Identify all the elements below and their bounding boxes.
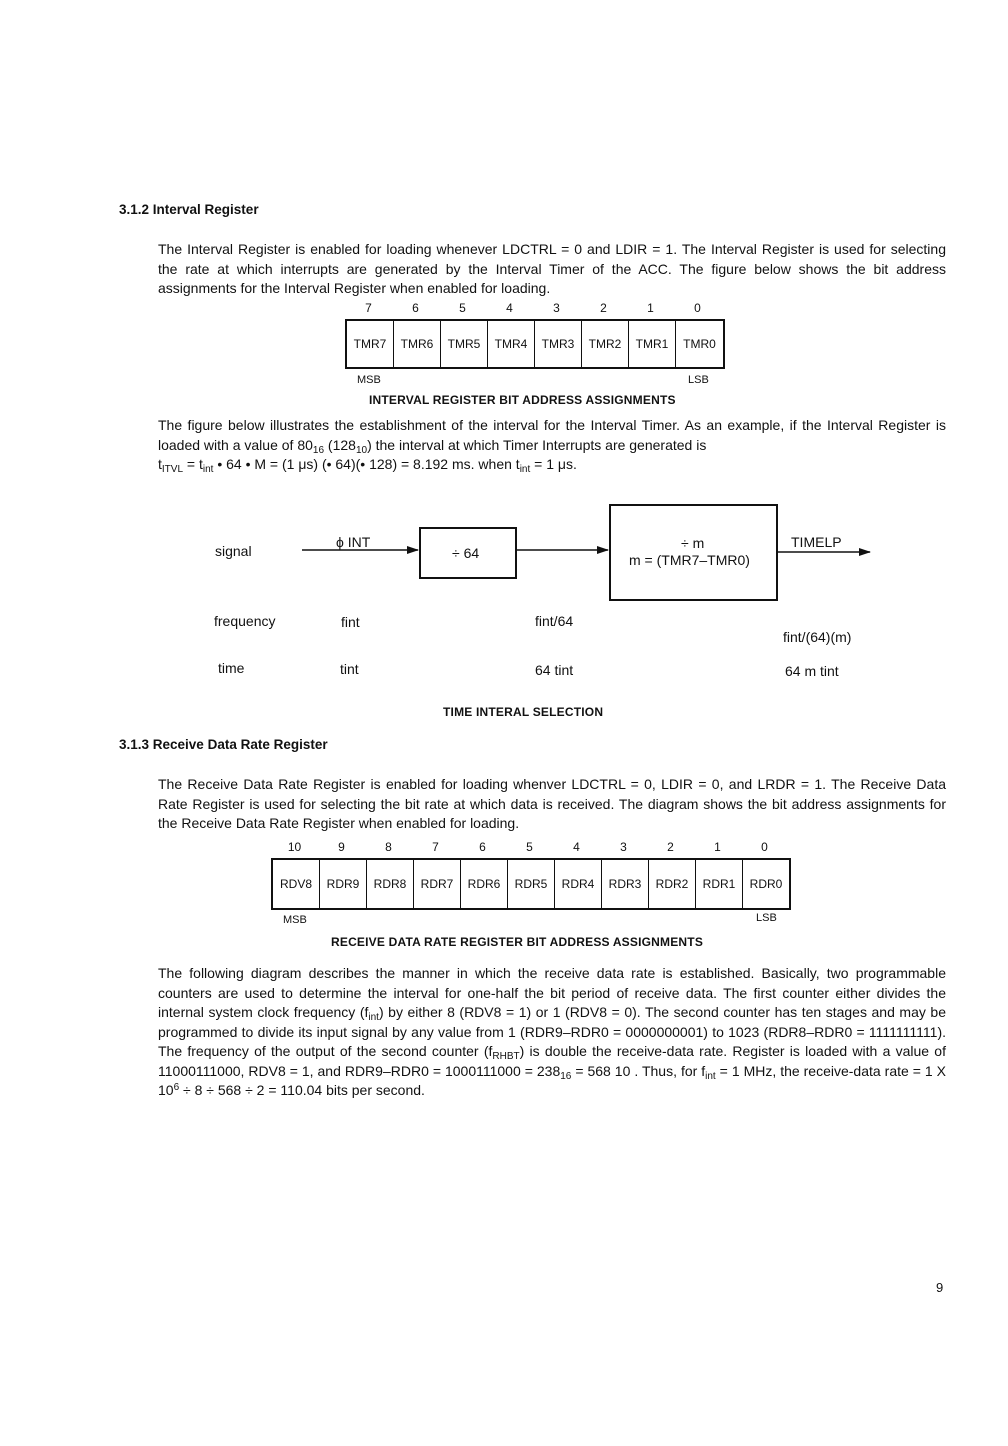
bit-number: 4 <box>506 301 513 315</box>
signal-row-label: signal <box>215 543 252 559</box>
frequency-fint: fint <box>341 614 360 630</box>
register-cell: RDR8 <box>367 860 414 908</box>
subscript: 10 <box>355 444 368 456</box>
register-cell: RDV8 <box>273 860 320 908</box>
text-run: ) the interval at which Timer Interrupts are generated is <box>367 436 707 453</box>
phi-int-label: ϕ INT <box>336 534 371 550</box>
receive-data-rate-register-diagram <box>271 858 791 910</box>
time-row-label: time <box>218 660 245 676</box>
receive-rate-explanation-paragraph <box>158 964 946 1101</box>
bit-number: 7 <box>365 301 372 315</box>
bit-number: 6 <box>412 301 419 315</box>
bit-number: 10 <box>287 840 302 854</box>
text-run: t <box>158 456 162 472</box>
bit-number: 2 <box>667 840 674 854</box>
register-cell: RDR4 <box>555 860 602 908</box>
subscript: int <box>368 1012 379 1023</box>
subscript: int <box>202 464 214 475</box>
receive-register-bit-numbers <box>271 840 788 854</box>
text-run: The following diagram describes the manner in which the receive data rate is established. Basically, two programmable counters are used to determine the interval for one-half the bit period of receive data. The first counter either divides the internal system clock frequency (f <box>158 965 946 1020</box>
text-run: = 1 μs. <box>530 456 577 472</box>
bit-number: 9 <box>338 840 345 854</box>
register-cell: RDR6 <box>461 860 508 908</box>
bit-number: 0 <box>694 301 701 315</box>
bit-number: 1 <box>647 301 654 315</box>
bit-number: 3 <box>620 840 627 854</box>
bit-number: 1 <box>714 840 721 854</box>
text-run: = t <box>183 456 203 472</box>
register-cell: RDR0 <box>749 877 783 891</box>
section-heading-interval-register: 3.1.2 Interval Register <box>119 202 259 217</box>
register-cell: TMR2 <box>582 321 629 367</box>
bit-number: 5 <box>526 840 533 854</box>
lsb-label: LSB <box>688 374 709 386</box>
frequency-fint-64-m: fint/(64)(m) <box>783 629 852 645</box>
page-number: 9 <box>936 1280 944 1295</box>
msb-label: MSB <box>283 914 307 926</box>
receive-data-rate-register-caption: RECEIVE DATA RATE REGISTER BIT ADDRESS ASSIGNMENTS <box>331 935 704 949</box>
text-run: = 568 10 . Thus, for f <box>571 1062 706 1079</box>
register-cell: RDR7 <box>414 860 461 908</box>
text-run: (128 <box>324 436 356 453</box>
bit-number: 4 <box>573 840 580 854</box>
m-equation-label: m = (TMR7–TMR0) <box>629 552 750 568</box>
section-heading-receive-data-rate-register: 3.1.3 Receive Data Rate Register <box>119 737 328 752</box>
msb-label: MSB <box>357 374 381 386</box>
divide-64-label: ÷ 64 <box>452 545 480 561</box>
text-run: The figure below illustrates the establishment of the interval for the Interval Timer. As an example, if the Interval Register is loaded with a value of 80 <box>158 417 946 453</box>
interval-register-intro-paragraph: The Interval Register is enabled for loading whenever LDCTRL = 0 and LDIR = 1. The Interval Register is used for selecting the rate at which interrupts are generated by the Interval Timer of the ACC. The figure below shows the bit address assignments for the Interval Register when enabled for loading. <box>158 241 946 296</box>
bit-number: 0 <box>761 840 768 854</box>
bit-number: 6 <box>479 840 486 854</box>
subscript: int <box>705 1070 716 1082</box>
subscript: 16 <box>312 444 325 456</box>
register-cell: RDR5 <box>508 860 555 908</box>
text-run: ) by either 8 (RDV8 = 1) or 1 (RDV8 = 0). The second counter has ten stages and may be programmed to divide its input signal by any value from 1 (RDR9–RDR0 = 0000000001) to 1023 (RDR8–RDR0 = 1111111111). The frequency of the output of the second counter (f <box>158 1004 946 1059</box>
time-64-tint: 64 tint <box>535 662 574 678</box>
register-cell: TMR6 <box>394 321 441 367</box>
subscript: RHBT <box>492 1051 520 1062</box>
time-tint: tint <box>340 661 359 677</box>
timelp-label: TIMELP <box>791 534 842 550</box>
subscript: ITVL <box>161 464 184 475</box>
time-interval-diagram <box>0 0 1008 720</box>
text-run: ) is double the receive-data rate. Register is loaded with a value of 11000111000, RDV8 = 1, and RDR9–RDR0 = 1000111000 = 238 <box>158 1043 946 1079</box>
divide-m-label: ÷ m <box>681 535 705 551</box>
text-run: = 1 MHz, the receive-data rate = 1 X 10 <box>158 1062 946 1098</box>
frequency-row-label: frequency <box>214 613 276 629</box>
superscript: 6 <box>173 1082 180 1093</box>
time-interval-caption: TIME INTERAL SELECTION <box>443 705 604 719</box>
frequency-fint-64: fint/64 <box>535 613 574 629</box>
register-cell: TMR1 <box>629 321 676 367</box>
bit-number: 7 <box>432 840 439 854</box>
register-cell: TMR4 <box>488 321 535 367</box>
bit-number: 3 <box>553 301 560 315</box>
bit-number: 5 <box>459 301 466 315</box>
register-cell: RDR9 <box>320 860 367 908</box>
text-run: ÷ 8 ÷ 568 ÷ 2 = 110.04 bits per second. <box>179 1082 425 1098</box>
text-run: • 64 • M = (1 μs) (• 64)(• 128) = 8.192 ms. when t <box>213 456 520 472</box>
lsb-label: LSB <box>756 912 777 924</box>
register-cell: RDR2 <box>649 860 696 908</box>
interval-register-caption: INTERVAL REGISTER BIT ADDRESS ASSIGNMENTS <box>369 393 676 407</box>
register-cell: TMR5 <box>441 321 488 367</box>
register-cell: TMR3 <box>535 321 582 367</box>
register-cell: TMR7 <box>347 321 394 367</box>
register-cell: TMR0 <box>683 337 716 351</box>
subscript: int <box>519 464 531 475</box>
receive-rate-intro-paragraph: The Receive Data Rate Register is enabled for loading whenver LDCTRL = 0, LDIR = 0, and LRDR = 1. The Receive Data Rate Register is used for selecting the bit rate at which data is received. The diagram shows the bit address assignments for the Receive Data Rate Register when enabled for loading. <box>158 776 946 831</box>
time-64-m-tint: 64 m tint <box>785 663 839 679</box>
bit-number: 8 <box>385 840 392 854</box>
subscript: 16 <box>560 1070 572 1082</box>
bit-number: 2 <box>600 301 607 315</box>
register-cell: RDR3 <box>602 860 649 908</box>
register-cell: RDR1 <box>696 860 743 908</box>
